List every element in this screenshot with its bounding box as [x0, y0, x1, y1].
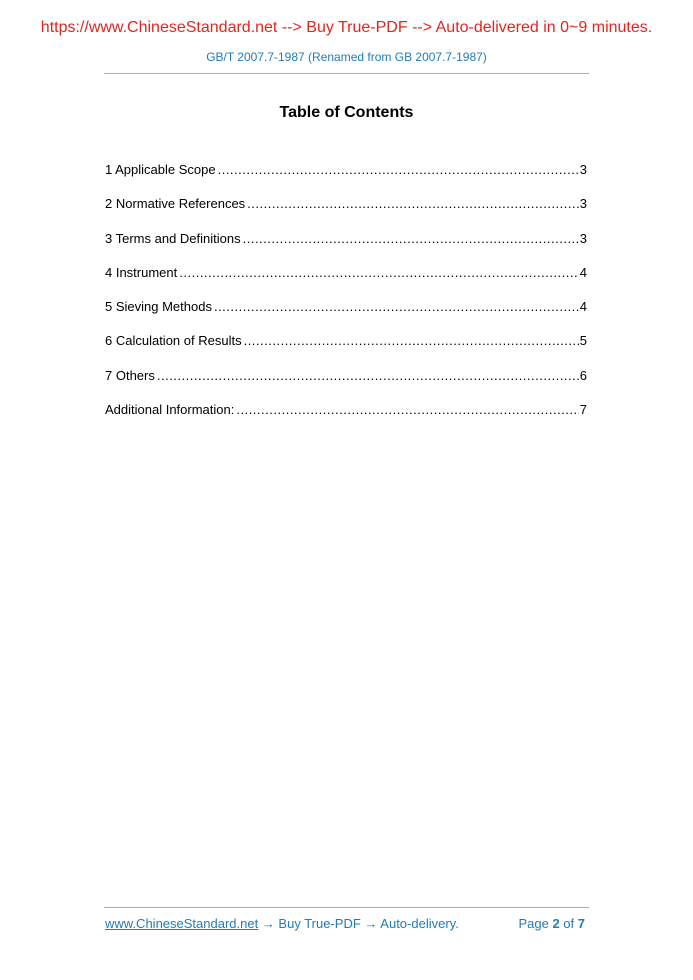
top-banner[interactable]: https://www.ChineseStandard.net --> Buy True-PDF --> Auto-delivered in 0~9 minutes. — [40, 19, 653, 36]
toc-entry-label[interactable]: 7 Others — [105, 367, 155, 383]
toc-entry[interactable] — [105, 162, 587, 196]
standard-header: GB/T 2007.7-1987 (Renamed from GB 2007.7-1987) — [206, 50, 487, 64]
page-current: 2 — [552, 916, 560, 931]
toc-title: Table of Contents — [279, 104, 414, 121]
toc-entry-page[interactable]: 7 — [579, 402, 587, 418]
toc-leader — [214, 299, 579, 314]
toc-entry-page[interactable]: 6 — [579, 367, 587, 383]
toc-entry-label[interactable]: Additional Information: — [105, 402, 235, 418]
page-indicator — [518, 916, 585, 931]
toc-leader — [247, 196, 579, 211]
toc-entry-page[interactable]: 3 — [579, 196, 587, 212]
toc-leader — [218, 162, 579, 177]
page-total: 7 — [577, 916, 585, 931]
toc-entry[interactable] — [105, 402, 587, 436]
toc-entry-label[interactable]: 5 Sieving Methods — [105, 299, 212, 315]
toc-leader — [236, 402, 578, 417]
toc-leader — [179, 265, 579, 280]
footer-divider — [104, 907, 589, 908]
toc-leader — [244, 333, 579, 348]
toc-entry-label[interactable]: 1 Applicable Scope — [105, 162, 216, 177]
toc-entry-page[interactable]: 5 — [579, 333, 587, 349]
toc-leader — [157, 368, 579, 383]
page-of: of — [563, 916, 575, 931]
toc-entry[interactable] — [105, 196, 587, 230]
toc-entry-page[interactable]: 3 — [579, 230, 587, 246]
page-prefix: Page — [518, 916, 549, 931]
toc-leader — [243, 231, 579, 246]
toc-entry[interactable] — [105, 333, 587, 367]
toc-entry-label[interactable]: 4 Instrument — [105, 264, 178, 280]
toc-entry[interactable] — [105, 299, 587, 333]
header-divider — [104, 73, 589, 74]
toc-entry-page[interactable]: 4 — [579, 264, 587, 280]
footer-site-link[interactable]: www.ChineseStandard.net — [105, 916, 259, 931]
toc-list — [105, 162, 587, 436]
toc-entry[interactable] — [105, 368, 587, 402]
toc-entry[interactable] — [105, 231, 587, 265]
toc-entry[interactable] — [105, 265, 587, 299]
toc-entry-page[interactable]: 3 — [579, 162, 587, 177]
footer-promo-text: → Buy True-PDF → Auto-delivery. — [258, 916, 459, 931]
footer-promo — [105, 916, 459, 931]
toc-entry-label[interactable]: 3 Terms and Definitions — [105, 230, 241, 246]
toc-entry-label[interactable]: 2 Normative References — [105, 196, 246, 212]
toc-entry-page[interactable]: 4 — [579, 299, 587, 315]
toc-entry-label[interactable]: 6 Calculation of Results — [105, 333, 242, 349]
